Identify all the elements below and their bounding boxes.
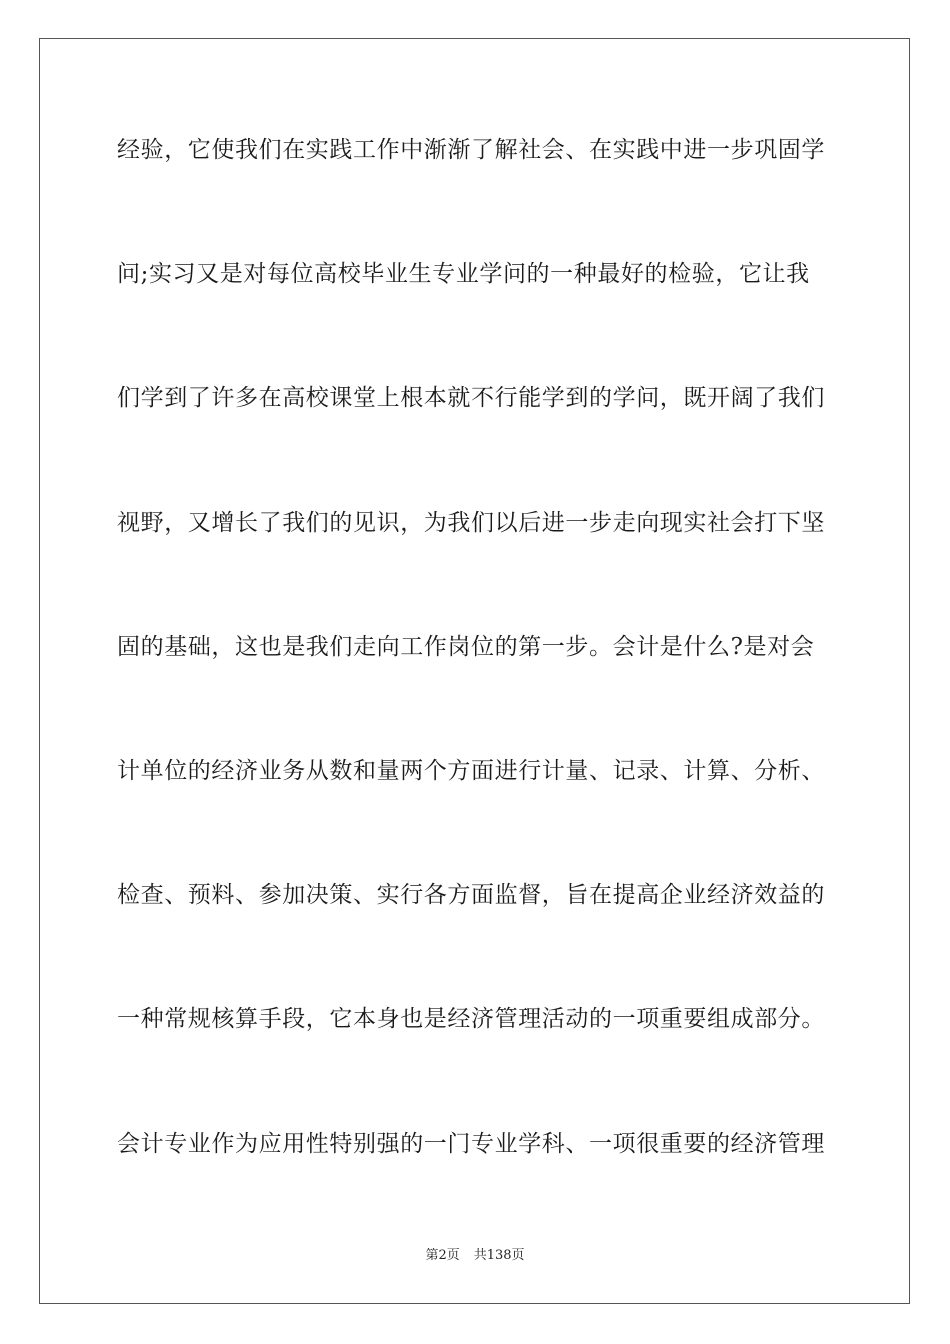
text-line: 一种常规核算手段，它本身也是经济管理活动的一项重要组成部分。 [117,1006,825,1032]
text-line: 们学到了许多在高校课堂上根本就不行能学到的学问，既开阔了我们 [117,385,825,411]
text-line: 问;实习又是对每位高校毕业生专业学问的一种最好的检验，它让我 [117,261,810,287]
page-footer [0,1246,950,1266]
text-line: 计单位的经济业务从数和量两个方面进行计量、记录、计算、分析、 [117,758,825,784]
text-line: 检查、预料、参加决策、实行各方面监督，旨在提高企业经济效益的 [117,882,825,908]
page-frame [39,38,910,1304]
text-line: 视野，又增长了我们的见识，为我们以后进一步走向现实社会打下坚 [117,510,825,536]
page-total: 共138页 [473,1248,525,1263]
text-line: 固的基础，这也是我们走向工作岗位的第一步。会计是什么?是对会 [117,634,815,660]
text-line: 会计专业作为应用性特别强的一门专业学科、一项很重要的经济管理 [117,1131,825,1157]
page-number: 第2页 [425,1248,460,1263]
text-line: 经验，它使我们在实践工作中渐渐了解社会、在实践中进一步巩固学 [117,137,825,163]
